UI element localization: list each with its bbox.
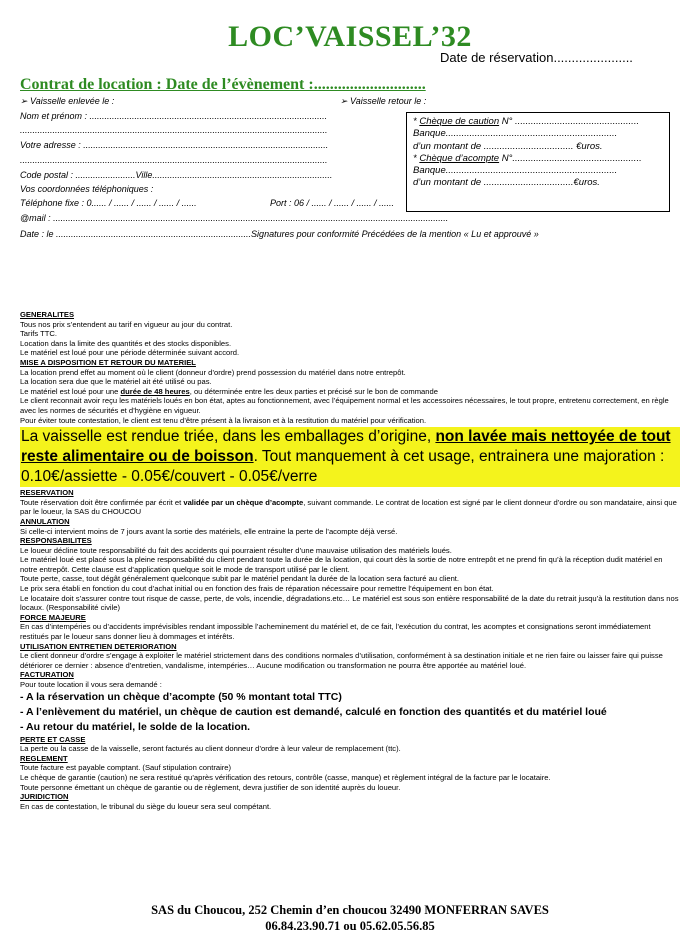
postal-city-field[interactable]: Code postal : ........................Ville........................................................................ (20, 170, 333, 180)
address-field[interactable]: Votre adresse : .................................................................................................. (20, 140, 329, 150)
term-line: Toute personne émettant un chèque de garantie ou de règlement, devra justifier de son identité auprès du loueur. (20, 782, 401, 792)
notice-text: . Tout manquement à cet usage, entrainera une majoration : 0.10€/assiette - 0.05€/couvert - 0.05€/verre (21, 448, 665, 486)
term-line: La location sera due que le matériel ait été utilisé ou pas. (20, 377, 212, 387)
section-heading: RESPONSABILITES (20, 536, 92, 546)
email-field[interactable]: @mail : .............................................................................................................................................................. (20, 213, 449, 223)
bank-field[interactable]: Banque................................................................. (413, 165, 618, 177)
term-line: Le matériel est loué pour une période déterminée suivant accord. (20, 348, 240, 358)
blank-line: ........................................................................................................................... (20, 155, 328, 165)
term-line: Le loueur décline toute responsabilité du fait des accidents qui pourraient résulter d’une mauvaise utilisation des matériels loués. (20, 545, 452, 555)
mobile-field[interactable]: Port : 06 / ...... / ...... / ...... / ...... (270, 198, 395, 208)
blank-line: ........................................................................................................................... (20, 125, 328, 135)
section-heading: FACTURATION (20, 670, 74, 680)
section-heading: ANNULATION (20, 516, 70, 526)
company-title: LOC’VAISSEL’32 (228, 20, 472, 53)
amount-field[interactable]: d’un montant de ..................................€uros. (413, 177, 600, 189)
term-line: Le chèque de garantie (caution) ne sera restitué qu’après vérification des retours, contrôle (casse, manque) et règlement intégral de la facture par le locataire. (20, 772, 551, 782)
term-line: Le prix sera établi en fonction du cout d’achat initial ou en fonction des frais de réparation nécessaire pour remettre l’équipement en bon état. (20, 584, 494, 594)
acompte-number-field[interactable]: N°................................................. (499, 152, 642, 164)
amount-field[interactable]: d’un montant de .................................. €uros. (413, 140, 603, 152)
pickup-date-field[interactable]: ➢ Vaisselle enlevée le : (20, 96, 115, 106)
section-heading: JURIDICTION (20, 792, 69, 802)
section-heading: MISE A DISPOSITION ET RETOUR DU MATERIEL (20, 357, 196, 367)
bank-field[interactable]: Banque................................................................. (413, 128, 618, 140)
section-heading: GENERALITES (20, 310, 75, 319)
date-signature-line[interactable]: Date : le ..............................................................................Signatures pour conformité Précédées de la mention « Lu et approuvé » (20, 229, 539, 239)
term-line: En cas d’intempéries ou d’accidents imprévisibles rendant impossible l’acheminement du matériel et, de ce fait, l’exécution du contrat, les acomptes et consignations seront immédiatement restitués par le loueur sans donner lieu à dommages et intérêts. (20, 622, 651, 642)
term-text: Le matériel est loué pour une (20, 386, 121, 396)
term-line: Tarifs TTC. (20, 329, 57, 339)
notice-text: La vaisselle est rendue triée, dans les emballages d’origine, (21, 428, 436, 446)
contract-title: Contrat de location : Date de l’évènement :............................ (20, 76, 426, 93)
term-line: Si celle-ci intervient moins de 7 jours avant la sortie des matériels, elle entraine la perte de l’acompte déjà versé. (20, 526, 398, 536)
landline-field[interactable]: Téléphone fixe : 0...... / ...... / ...... / ...... / ...... (20, 198, 197, 208)
term-line (20, 498, 680, 517)
term-line: La perte ou la casse de la vaisselle, seront facturés au client donneur d’ordre à leur valeur de remplacement (ttc). (20, 744, 401, 754)
billing-item: - A la réservation un chèque d’acompte (50 % montant total TTC) (20, 690, 342, 703)
term-text: Toute réservation doit être confirmée par écrit et (20, 497, 184, 507)
section-heading: REGLEMENT (20, 753, 68, 763)
bullet: * (413, 116, 420, 127)
term-emphasis: validée par un chèque d’acompte (183, 497, 304, 507)
name-field[interactable]: Nom et prénom : ............................................................................................... (20, 111, 328, 121)
billing-item: - Au retour du matériel, le solde de la location. (20, 720, 251, 733)
terms-section (20, 310, 680, 811)
acompte-label: Chèque d’acompte (419, 152, 500, 164)
term-line: Pour éviter toute contestation, le client est tenu d’être présent à la livraison et à la restitution du matériel pour vérification. (20, 415, 427, 425)
term-line: Location dans la limite des quantités et des stocks disponibles. (20, 338, 232, 348)
term-line: Toute facture est payable comptant. (Sauf stipulation contraire) (20, 763, 232, 773)
cheque-box (406, 112, 670, 212)
term-line: Le client donneur d’ordre s’engage à exploiter le matériel strictement dans des conditions normales d’utilisation, conformément à sa destination initiale et ne rien faire ou laisser faire qui puisse détériorer ce dernier : absence d’entretien, vandalisme, intempéries… Aucune modification ou transformation ne pourra être apportée au matériel loué. (20, 651, 663, 670)
phones-label: Vos coordonnées téléphoniques : (20, 184, 154, 194)
highlight-notice (20, 427, 680, 487)
term-line: Le locataire doit s’assurer contre tout risque de casse, perte, de vols, incendie, dégradations.etc… Le matériel est sous son entière responsabilité de la date du retrait jusqu’à la restitution dans nos locaux. (Responsabilité civile) (20, 593, 679, 613)
term-line: Pour toute location il vous sera demandé : (20, 680, 162, 689)
term-line: Le matériel loué est placé sous la pleine responsabilité du client pendant toute la durée de la location, qui court dès la sortie de notre entrepôt et ne prend fin qu’à la réception dudit matériel en notre entrepôt. Cette clause est d’application quelque soit le mode de transport utilisé par le client. (20, 555, 663, 574)
footer-phones: 06.84.23.90.71 ou 05.62.05.56.85 (265, 919, 435, 933)
term-text: , ou déterminée entre les deux parties et précisé sur le bon de commande (189, 386, 438, 396)
section-heading: RESERVATION (20, 488, 74, 498)
caution-number-field[interactable]: N° ............................................... (499, 116, 640, 127)
section-heading: UTILISATION ENTRETIEN DETERIORATION (20, 641, 177, 651)
reservation-date: Date de réservation...................... (440, 50, 633, 65)
billing-item: - A l’enlèvement du matériel, un chèque de caution est demandé, calculé en fonction des quantités et du matériel loué (20, 705, 607, 718)
section-heading: FORCE MAJEURE (20, 612, 86, 622)
footer (0, 902, 700, 934)
notice-emphasis: non lavée mais nettoyée de tout reste alimentaire ou de boisson (21, 428, 671, 466)
bullet: * (413, 152, 420, 164)
return-date-field[interactable]: ➢ Vaisselle retour le : (340, 96, 427, 106)
term-line (20, 387, 680, 397)
term-text: , suivant commande. Le contrat de location est signé par le client donneur d’ordre ou son mandataire, ainsi que par le loueur, la SAS du CHOUCOU (20, 497, 677, 517)
footer-address: SAS du Choucou, 252 Chemin d’en choucou 32490 MONFERRAN SAVES (151, 903, 549, 917)
term-line: La location prend effet au moment où le client (donneur d’ordre) prend possession du matériel dans notre entrepôt. (20, 367, 406, 377)
term-line: Tous nos prix s’entendent au tarif en vigueur au jour du contrat. (20, 319, 233, 329)
section-heading: PERTE ET CASSE (20, 734, 86, 744)
term-line: Toute perte, casse, tout dégât généralement quelconque subit par le matériel pendant la durée de la location sera facturé au client. (20, 574, 460, 584)
term-line: Le client reconnait avoir reçu les matériels loués en bon état, aptes au fonctionnement, avec l’équipement normal et les accessoires nécessaires, le tout propre, entretenu correctement, en règle avec les normes de sécurités et d’hygiène en vigueur. (20, 396, 669, 415)
term-emphasis: durée de 48 heures (120, 386, 190, 396)
caution-label: Chèque de caution (419, 116, 500, 127)
term-line: En cas de contestation, le tribunal du siège du loueur sera seul compétant. (20, 801, 272, 811)
